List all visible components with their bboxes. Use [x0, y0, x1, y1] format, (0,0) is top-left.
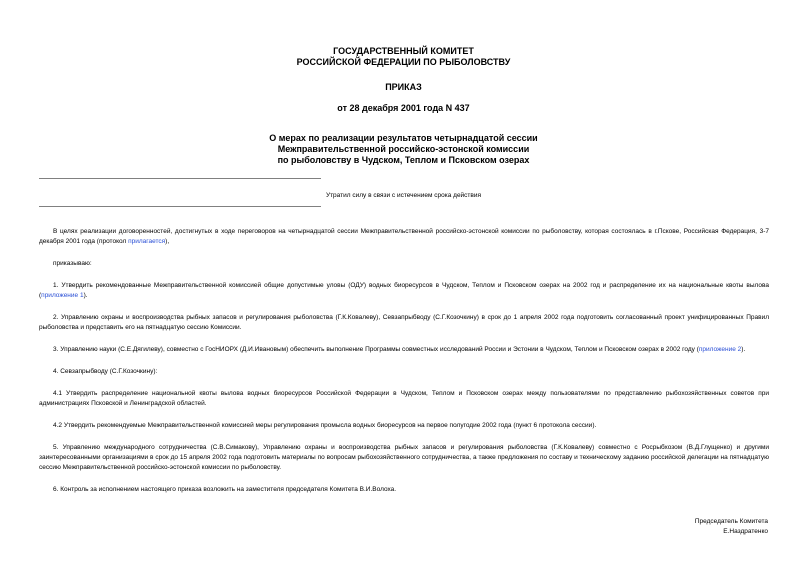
- agency-header-line-1: ГОСУДАРСТВЕННЫЙ КОМИТЕТ: [333, 46, 474, 56]
- document-type: ПРИКАЗ: [385, 82, 422, 92]
- paragraph-3-text: 3. Управлению науки (С.Е.Дягилеву), совместно с ГосНИОРХ (Д.И.Ивановым) обеспечить выполнение Программы совместных исследований России и Эстонии в Чудском, Теплом и Псковском озерах в 2002 году (: [53, 346, 699, 353]
- appendix-2-link[interactable]: приложение 2: [698, 346, 742, 353]
- paragraph-5: 5. Управлению международного сотрудничества (С.В.Симакову), Управлению охраны и воспроизводства рыбных запасов и регулирования рыболовства (Г.К.Ковалеву) совместно с Росрыбхозом (В.Д.Глущенко) и другими заинтересованными организациями в срок до 15 апреля 2002 года подготовить материалы по вопросам рыбохозяйственного сотрудничества, а также предложения по составу и техническому заданию российской делегации на пятнадцатую сессию Межправительственной российско-эстонской комиссии по рыболовству.: [39, 444, 769, 471]
- paragraph-3-end: ).: [741, 346, 746, 353]
- paragraph-3: [39, 345, 769, 355]
- paragraph-1: [39, 281, 769, 301]
- status-note: Утратил силу в связи с истечением срока действия: [325, 192, 482, 199]
- intro-text-end: ),: [165, 238, 170, 245]
- paragraph-4-1: 4.1 Утвердить распределение национальной квоты вылова водных биоресурсов Российской Федерации в Чудском, Теплом и Псковском озерах между пользователями по представлению рыбохозяйственных советов при администрациях Псковской и Ленинградской областей.: [39, 390, 769, 407]
- intro-text: В целях реализации договоренностей, достигнутых в ходе переговоров на четырнадцатой сессии Межправительственной российско-эстонской комиссии по рыболовству, которая состоялась в г.Пскове, Российская Федерация, 3-7 декабря 2001 года (протокол: [39, 228, 769, 245]
- paragraph-1-end: ).: [83, 292, 88, 299]
- signatory-name: Е.Наздратенко: [723, 528, 768, 535]
- paragraph-6: 6. Контроль за исполнением настоящего приказа возложить на заместителя председателя Комитета В.И.Волоха.: [53, 486, 397, 493]
- document-body: [39, 227, 769, 507]
- paragraph-1-text: 1. Утвердить рекомендованные Межправительственной комиссией общие допустимые уловы (ОДУ) водных биоресурсов в Чудском, Теплом и Псковском озерах на 2002 год и распределение их на национальные квоты вылова (: [39, 282, 769, 299]
- protocol-link[interactable]: прилагается: [128, 238, 166, 245]
- document-title: [0, 133, 807, 166]
- agency-header: [0, 46, 807, 68]
- intro-paragraph: [39, 227, 769, 247]
- title-line-1: О мерах по реализации результатов четырнадцатой сессии: [269, 133, 538, 143]
- document-date: от 28 декабря 2001 года N 437: [337, 103, 470, 113]
- signature-block: [695, 517, 768, 537]
- paragraph-4: 4. Севзапрыбводу (С.Г.Козочкину):: [53, 368, 158, 375]
- paragraph-2: 2. Управлению охраны и воспроизводства рыбных запасов и регулирования рыболовства (Г.К.Ковалеву), Севзапрыбводу (С.Г.Козочкину) в срок до 1 апреля 2002 года подготовить согласованный проект унифицированных Правил рыболовства и представить его на пятнадцатую сессию Комиссии.: [39, 314, 769, 331]
- order-word: приказываю:: [53, 260, 92, 267]
- title-line-2: Межправительственной российско-эстонской комиссии: [277, 144, 530, 154]
- divider-top: [39, 178, 321, 179]
- divider-bottom: [39, 206, 321, 207]
- signatory-position: Председатель Комитета: [694, 518, 768, 525]
- paragraph-4-2: 4.2 Утвердить рекомендуемые Межправительственной комиссией меры регулирования промысла водных биоресурсов на первое полугодие 2002 года (пункт 6 протокола сессии).: [53, 422, 597, 429]
- appendix-1-link[interactable]: приложение 1: [41, 292, 84, 299]
- agency-header-line-2: РОССИЙСКОЙ ФЕДЕРАЦИИ ПО РЫБОЛОВСТВУ: [296, 57, 511, 67]
- title-line-3: по рыболовству в Чудском, Теплом и Псковском озерах: [277, 155, 530, 165]
